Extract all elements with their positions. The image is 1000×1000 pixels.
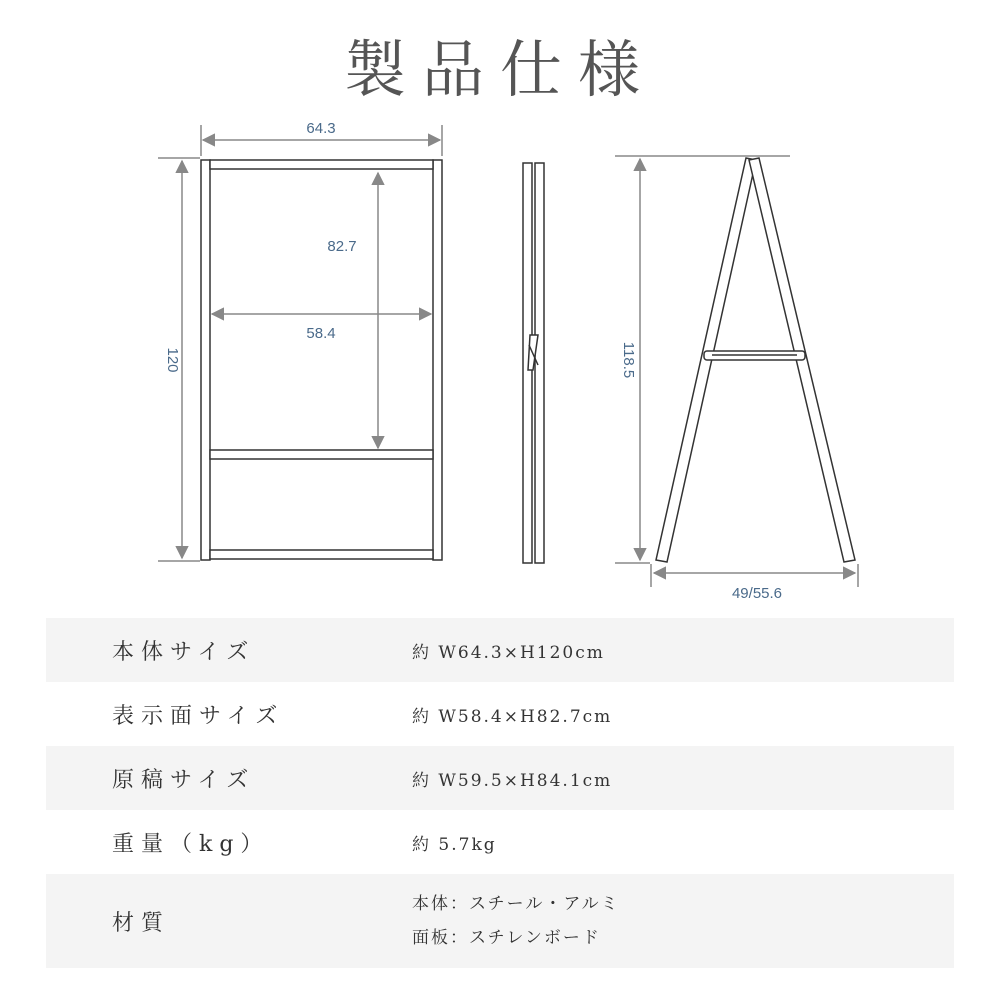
front-left-post bbox=[201, 160, 210, 560]
spec-row bbox=[46, 746, 954, 810]
front-bottom-bar bbox=[210, 550, 433, 559]
spec-value: 約 W64.3×H120cm bbox=[412, 642, 605, 663]
spec-value: 約 5.7kg bbox=[412, 834, 497, 855]
base-width-label: 49/55.6 bbox=[731, 585, 783, 602]
spec-value-line: 本体：スチール・アルミ bbox=[412, 894, 620, 914]
front-middle-bar bbox=[210, 450, 433, 459]
spec-label: 材質 bbox=[112, 910, 171, 936]
front-top-bar bbox=[210, 160, 433, 169]
folded-side-view bbox=[523, 163, 544, 563]
spec-row bbox=[46, 618, 954, 682]
width-total-label: 64.3 bbox=[306, 120, 336, 137]
spec-value: 約 W59.5×H84.1cm bbox=[412, 770, 613, 791]
page-title: 製品仕様 bbox=[343, 33, 656, 106]
spec-label: 原稿サイズ bbox=[112, 767, 256, 793]
spec-value bbox=[412, 887, 954, 955]
display-width-label: 58.4 bbox=[306, 325, 336, 342]
open-side-view bbox=[656, 158, 855, 562]
spec-value-line: 面板：スチレンボード bbox=[412, 928, 601, 948]
spec-label: 表示面サイズ bbox=[112, 703, 285, 729]
spec-value: 約 W58.4×H82.7cm bbox=[412, 706, 613, 727]
spec-row bbox=[46, 682, 954, 746]
spec-table bbox=[46, 618, 954, 968]
side-height-label: 118.5 bbox=[620, 341, 637, 379]
spec-label: 本体サイズ bbox=[112, 639, 256, 665]
height-total-label: 120 bbox=[164, 347, 181, 373]
front-right-post bbox=[433, 160, 442, 560]
front-view bbox=[201, 160, 442, 560]
spec-row bbox=[46, 874, 954, 968]
spec-row bbox=[46, 810, 954, 874]
spec-label: 重量（kg） bbox=[112, 831, 270, 857]
display-height-label: 82.7 bbox=[327, 238, 357, 255]
